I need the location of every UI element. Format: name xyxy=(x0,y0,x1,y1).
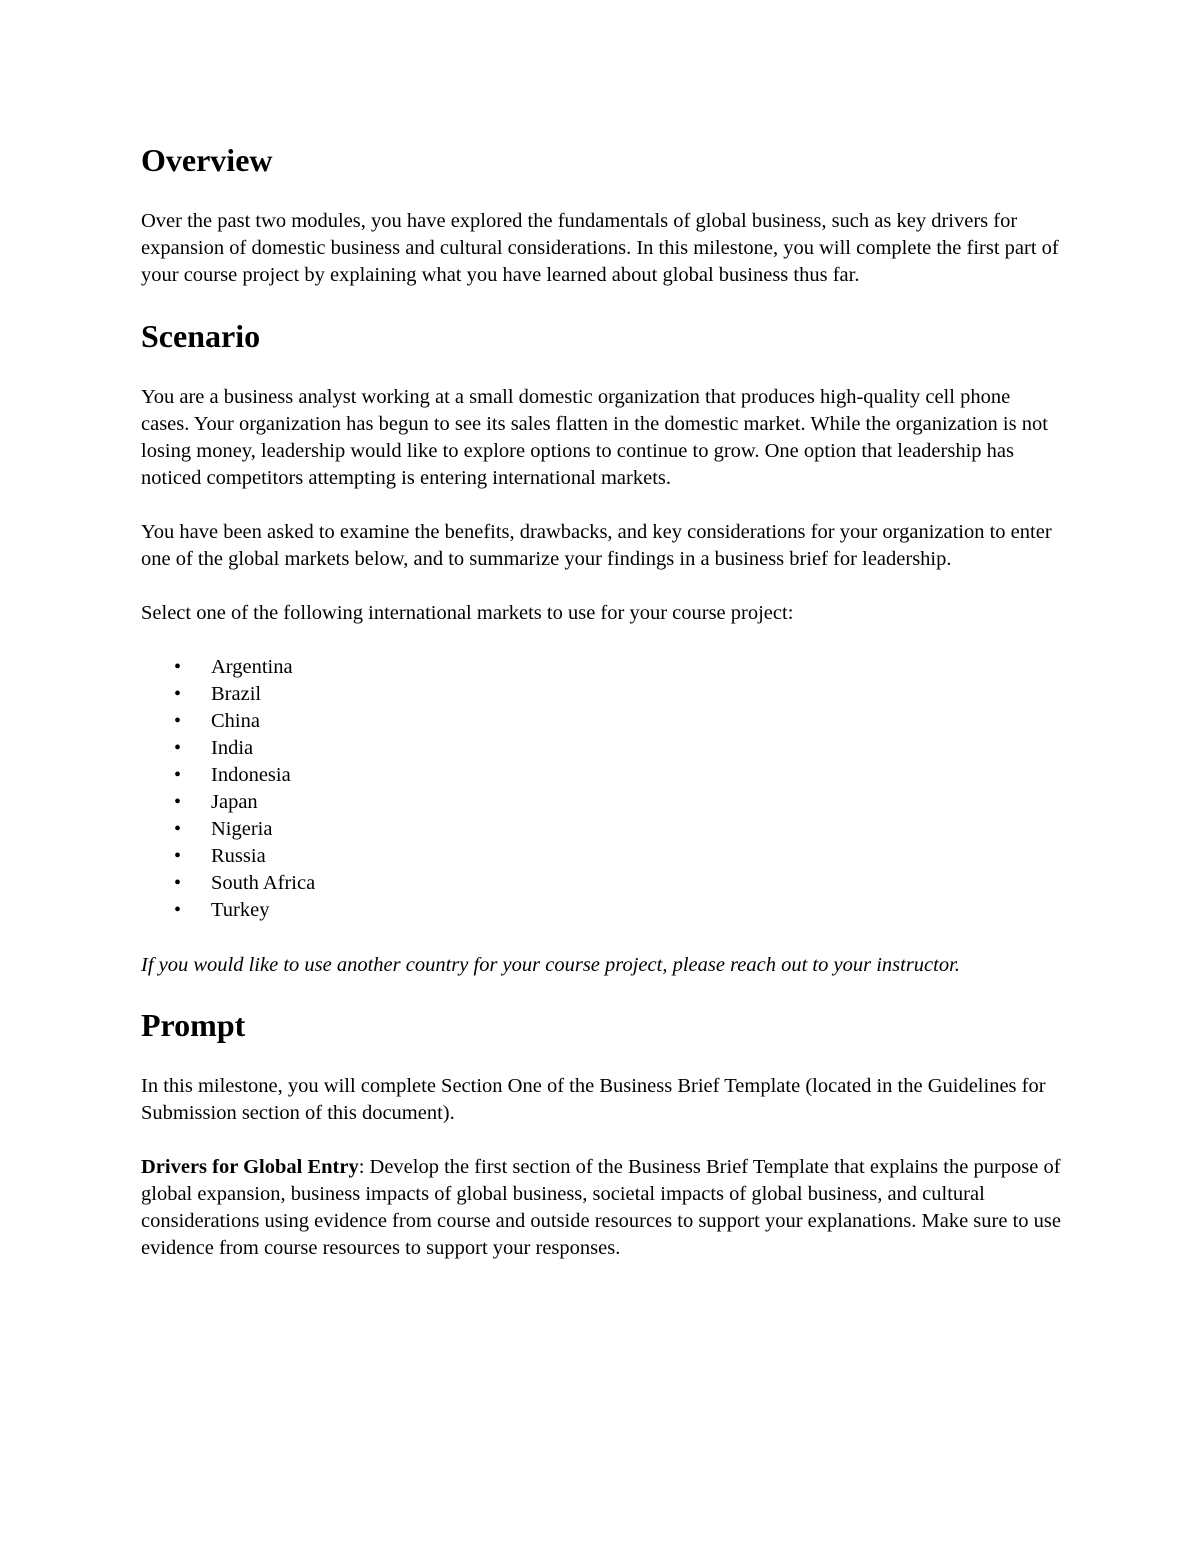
list-item xyxy=(141,816,1061,843)
scenario-note: If you would like to use another country for your course project, please reach out to your instructor. xyxy=(141,954,960,976)
overview-paragraph: Over the past two modules, you have explored the fundamentals of global business, such as key drivers for expansion of domestic business and cultural considerations. In this milestone, you will complete the first part of your course project by explaining what you have learned about global business thus far. xyxy=(141,210,1059,286)
list-item xyxy=(141,870,1061,897)
bullet-icon: • xyxy=(174,845,182,867)
market-label: Nigeria xyxy=(211,818,273,840)
market-label: Turkey xyxy=(211,899,270,921)
list-item xyxy=(141,789,1061,816)
bullet-icon: • xyxy=(174,764,182,786)
list-item xyxy=(141,735,1061,762)
market-label: South Africa xyxy=(211,872,316,894)
prompt-heading: Prompt xyxy=(141,1007,246,1043)
market-label: Japan xyxy=(211,791,258,813)
bullet-icon: • xyxy=(174,791,182,813)
list-item xyxy=(141,762,1061,789)
scenario-paragraph-1: You are a business analyst working at a small domestic organization that produces high-quality cell phone cases. Your organization has begun to see its sales flatten in the domestic market. While the organization is not losing money, leadership would like to explore options to continue to grow. One option that leadership has noticed competitors attempting is entering international markets. xyxy=(141,386,1048,489)
bullet-icon: • xyxy=(174,656,182,678)
drivers-description: : Develop the first section of the Business Brief Template that explains the purpose of global expansion, business impacts of global business, societal impacts of global business, and cultural considerations using evidence from course and outside resources to support your explanations. Make sure to use evidence from course resources to support your responses. xyxy=(141,1156,1061,1259)
bullet-icon: • xyxy=(174,683,182,705)
market-list xyxy=(141,654,1061,924)
drivers-term: Drivers for Global Entry xyxy=(141,1156,359,1178)
prompt-paragraph-1: In this milestone, you will complete Section One of the Business Brief Template (located in the Guidelines for Submission section of this document). xyxy=(141,1075,1046,1124)
bullet-icon: • xyxy=(174,710,182,732)
list-item xyxy=(141,681,1061,708)
bullet-icon: • xyxy=(174,737,182,759)
document-page xyxy=(141,140,1061,1262)
list-item xyxy=(141,708,1061,735)
list-item xyxy=(141,897,1061,924)
market-label: Brazil xyxy=(211,683,262,705)
prompt-paragraph-2 xyxy=(141,1154,1061,1262)
bullet-icon: • xyxy=(174,872,182,894)
scenario-paragraph-3: Select one of the following international markets to use for your course project: xyxy=(141,602,794,624)
bullet-icon: • xyxy=(174,899,182,921)
list-item xyxy=(141,843,1061,870)
bullet-icon: • xyxy=(174,818,182,840)
market-label: China xyxy=(211,710,260,732)
market-label: Indonesia xyxy=(211,764,291,786)
market-label: Russia xyxy=(211,845,266,867)
overview-heading: Overview xyxy=(141,142,273,178)
market-label: India xyxy=(211,737,254,759)
market-label: Argentina xyxy=(211,656,293,678)
scenario-paragraph-2: You have been asked to examine the benefits, drawbacks, and key considerations for your organization to enter one of the global markets below, and to summarize your findings in a business brief for leadership. xyxy=(141,521,1052,570)
list-item xyxy=(141,654,1061,681)
scenario-heading: Scenario xyxy=(141,318,261,354)
